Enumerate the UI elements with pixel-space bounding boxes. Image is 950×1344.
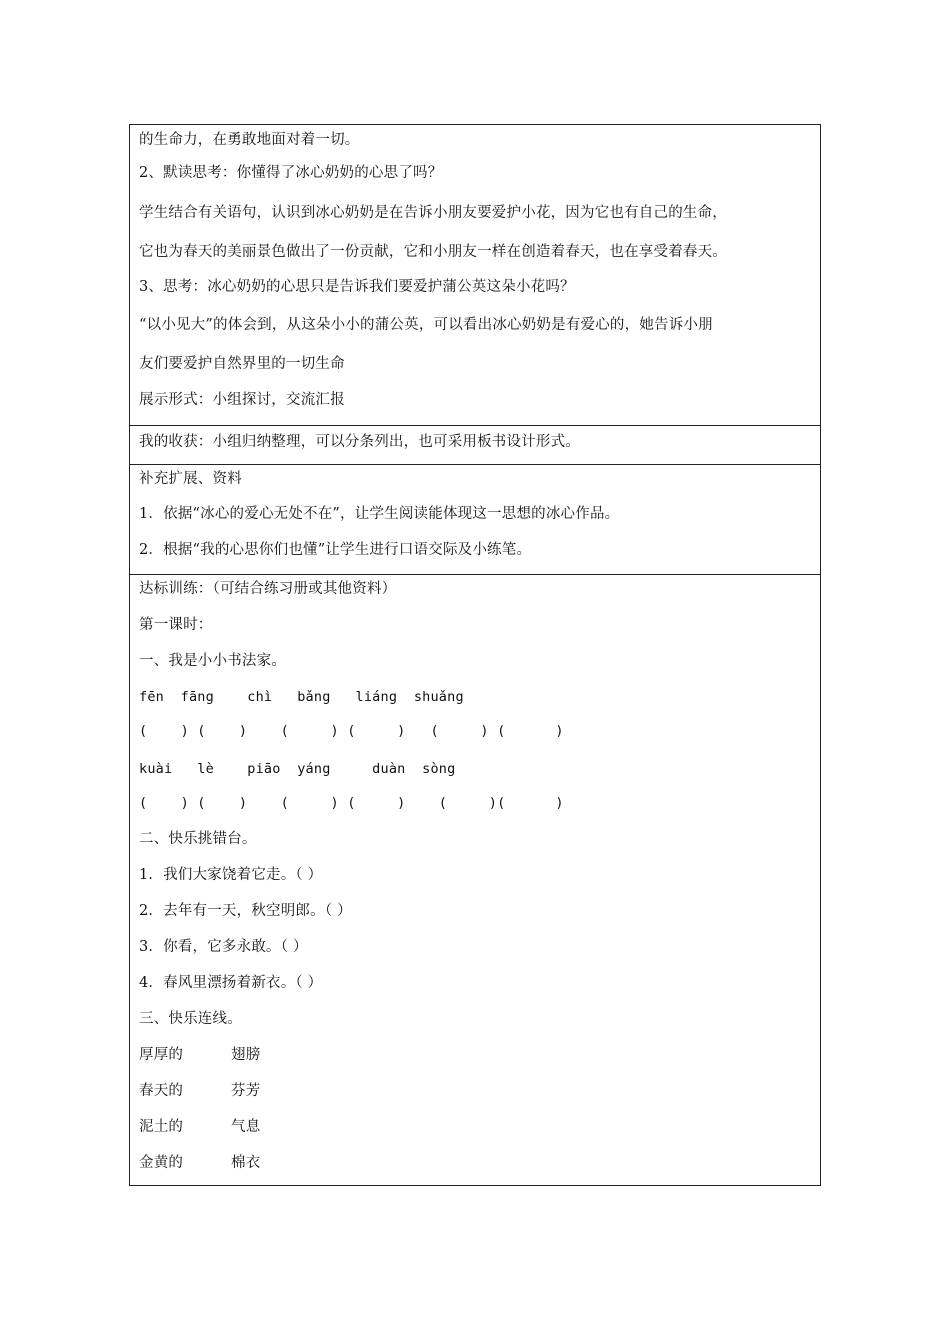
list-item: 4．春风里漂扬着新衣。（ ） [139, 975, 323, 991]
gains-line: 我的收获：小组归纳整理，可以分条列出，也可采用板书设计形式。 [139, 434, 580, 450]
list-item: 1．依据“冰心的爱心无处不在”，让学生阅读能体现这一思想的冰心作品。 [139, 506, 620, 522]
text-line: 的生命力，在勇敢地面对着一切。 [139, 132, 360, 148]
discussion-section [130, 125, 820, 425]
exercise-title: 达标训练：（可结合练习册或其他资料） [139, 581, 397, 597]
part2-title: 二、快乐挑错台。 [139, 831, 257, 847]
lesson-plan-table [129, 124, 821, 1186]
part1-title: 一、我是小小书法家。 [139, 653, 286, 669]
text-line: 3、思考：冰心奶奶的心思只是告诉我们要爱护蒲公英这朵小花吗？ [139, 279, 575, 295]
list-item: 2．根据“我的心思你们也懂”让学生进行口语交际及小练笔。 [139, 542, 532, 558]
supplement-title: 补充扩展、资料 [139, 471, 242, 487]
lesson-label: 第一课时： [139, 617, 213, 633]
match-right: 气息 [231, 1119, 261, 1135]
blank-row: ( ) ( ) ( ) ( ) ( ) ( ) [139, 723, 564, 739]
text-line: 它也为春天的美丽景色做出了一份贡献，它和小朋友一样在创造着春天，也在享受着春天。 [139, 244, 727, 260]
match-left: 厚厚的 [139, 1047, 184, 1063]
part3-title: 三、快乐连线。 [139, 1011, 242, 1027]
supplement-section [130, 464, 820, 575]
text-line: 展示形式：小组探讨，交流汇报 [139, 392, 345, 408]
list-item: 1．我们大家饶着它走。（ ） [139, 867, 323, 883]
pinyin-row: fēn fāng chì bǎng liáng shuǎng [139, 689, 464, 705]
text-line: 2、默读思考：你懂得了冰心奶奶的心思了吗？ [139, 165, 443, 181]
text-line: 友们要爱护自然界里的一切生命 [139, 356, 345, 372]
match-right: 翅膀 [231, 1047, 261, 1063]
text-line: 学生结合有关语句，认识到冰心奶奶是在告诉小朋友要爱护小花，因为它也有自己的生命， [139, 205, 727, 221]
match-right: 棉衣 [231, 1155, 261, 1171]
match-right: 芬芳 [231, 1083, 261, 1099]
blank-row: ( ) ( ) ( ) ( ) ( )( ) [139, 795, 564, 811]
pinyin-row: kuài lè piāo yáng duàn sòng [139, 761, 456, 777]
match-left: 春天的 [139, 1083, 184, 1099]
text-line: “以小见大”的体会到，从这朵小小的蒲公英，可以看出冰心奶奶是有爱心的，她告诉小朋 [139, 317, 713, 333]
exercise-section [130, 574, 820, 1188]
match-left: 金黄的 [139, 1155, 184, 1171]
gains-section [130, 425, 820, 465]
list-item: 3．你看，它多永敢。（ ） [139, 939, 308, 955]
match-left: 泥土的 [139, 1119, 184, 1135]
list-item: 2．去年有一天，秋空明郎。（ ） [139, 903, 352, 919]
